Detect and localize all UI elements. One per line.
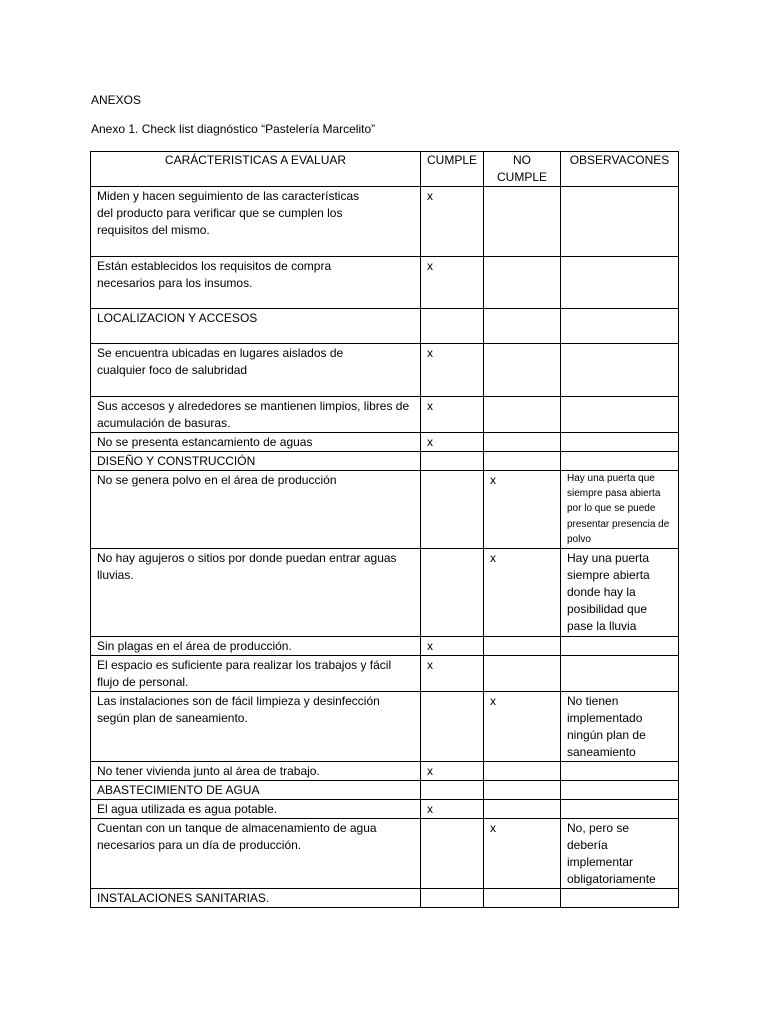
observation-cell: No, pero se debería implementar obligatoriamente bbox=[561, 819, 679, 889]
no-cumple-cell bbox=[484, 762, 561, 781]
no-cumple-cell bbox=[484, 637, 561, 656]
no-cumple-cell: x bbox=[484, 471, 561, 549]
section-row-abastecimiento-de-agua bbox=[91, 781, 679, 800]
table-row bbox=[91, 344, 679, 397]
empty-cell bbox=[484, 889, 561, 908]
cumple-cell bbox=[421, 471, 484, 549]
empty-cell bbox=[561, 889, 679, 908]
observation-cell: Hay una puerta que siempre pasa abierta por lo que se puede presentar presencia de polvo bbox=[561, 471, 679, 549]
cumple-cell bbox=[421, 549, 484, 637]
observation-cell bbox=[561, 762, 679, 781]
header-cumple: CUMPLE bbox=[421, 152, 484, 187]
characteristic-cell: Cuentan con un tanque de almacenamiento de agua necesarios para un día de producción. bbox=[91, 819, 421, 889]
characteristic-cell: No hay agujeros o sitios por donde puedan entrar aguas lluvias. bbox=[91, 549, 421, 637]
cumple-cell: x bbox=[421, 397, 484, 433]
checklist-table-body bbox=[91, 187, 679, 908]
header-row bbox=[91, 152, 679, 187]
characteristic-cell: El espacio es suficiente para realizar los trabajos y fácil flujo de personal. bbox=[91, 656, 421, 692]
empty-cell bbox=[484, 781, 561, 800]
cumple-cell bbox=[421, 819, 484, 889]
observation-cell bbox=[561, 344, 679, 397]
observation-cell bbox=[561, 637, 679, 656]
empty-cell bbox=[484, 452, 561, 471]
empty-cell bbox=[421, 889, 484, 908]
observation-cell bbox=[561, 433, 679, 452]
cumple-cell: x bbox=[421, 800, 484, 819]
observation-cell bbox=[561, 257, 679, 309]
section-row-localizacion-y-accesos bbox=[91, 309, 679, 344]
no-cumple-cell: x bbox=[484, 819, 561, 889]
characteristic-cell: Están establecidos los requisitos de compra necesarios para los insumos. bbox=[91, 257, 421, 309]
document-subheading: Anexo 1. Check list diagnóstico “Pastelería Marcelito” bbox=[91, 122, 376, 136]
characteristic-cell: Sin plagas en el área de producción. bbox=[91, 637, 421, 656]
empty-cell bbox=[421, 309, 484, 344]
cumple-cell: x bbox=[421, 656, 484, 692]
table-row bbox=[91, 433, 679, 452]
characteristic-cell: Sus accesos y alrededores se mantienen limpios, libres de acumulación de basuras. bbox=[91, 397, 421, 433]
table-row bbox=[91, 549, 679, 637]
table-row bbox=[91, 397, 679, 433]
cumple-cell: x bbox=[421, 257, 484, 309]
empty-cell bbox=[421, 452, 484, 471]
checklist-table bbox=[90, 151, 679, 908]
observation-cell bbox=[561, 397, 679, 433]
cumple-cell: x bbox=[421, 344, 484, 397]
no-cumple-cell: x bbox=[484, 549, 561, 637]
section-title: DISEÑO Y CONSTRUCCIÓN bbox=[91, 452, 421, 471]
characteristic-cell: No se presenta estancamiento de aguas bbox=[91, 433, 421, 452]
observation-cell bbox=[561, 656, 679, 692]
cumple-cell: x bbox=[421, 187, 484, 257]
section-title: ABASTECIMIENTO DE AGUA bbox=[91, 781, 421, 800]
empty-cell bbox=[561, 781, 679, 800]
observation-cell bbox=[561, 187, 679, 257]
observation-cell: Hay una puerta siempre abierta donde hay la posibilidad que pase la lluvia bbox=[561, 549, 679, 637]
characteristic-cell: Se encuentra ubicadas en lugares aislados de cualquier foco de salubridad bbox=[91, 344, 421, 397]
empty-cell bbox=[561, 309, 679, 344]
no-cumple-cell bbox=[484, 397, 561, 433]
table-row bbox=[91, 762, 679, 781]
empty-cell bbox=[561, 452, 679, 471]
observation-cell: No tienen implementado ningún plan de saneamiento bbox=[561, 692, 679, 762]
no-cumple-cell bbox=[484, 187, 561, 257]
no-cumple-cell bbox=[484, 656, 561, 692]
document-heading: ANEXOS bbox=[91, 93, 142, 107]
section-row-instalaciones-sanitarias bbox=[91, 889, 679, 908]
table-row bbox=[91, 800, 679, 819]
table-row bbox=[91, 656, 679, 692]
no-cumple-cell bbox=[484, 257, 561, 309]
table-row bbox=[91, 257, 679, 309]
characteristic-cell: No se genera polvo en el área de producción bbox=[91, 471, 421, 549]
table-row bbox=[91, 187, 679, 257]
table-row bbox=[91, 692, 679, 762]
observation-cell bbox=[561, 800, 679, 819]
table-row bbox=[91, 637, 679, 656]
characteristic-cell: Las instalaciones son de fácil limpieza y desinfección según plan de saneamiento. bbox=[91, 692, 421, 762]
header-no-cumple: NO CUMPLE bbox=[484, 152, 561, 187]
header-observaciones: OBSERVACONES bbox=[561, 152, 679, 187]
section-row-diseno-y-construccion bbox=[91, 452, 679, 471]
cumple-cell: x bbox=[421, 762, 484, 781]
section-title: LOCALIZACION Y ACCESOS bbox=[91, 309, 421, 344]
empty-cell bbox=[484, 309, 561, 344]
empty-cell bbox=[421, 781, 484, 800]
cumple-cell bbox=[421, 692, 484, 762]
header-caracteristicas: CARÁCTERISTICAS A EVALUAR bbox=[91, 152, 421, 187]
characteristic-cell: Miden y hacen seguimiento de las características del producto para verificar que se cumplen los requisitos del mismo. bbox=[91, 187, 421, 257]
characteristic-cell: No tener vivienda junto al área de trabajo. bbox=[91, 762, 421, 781]
characteristic-cell: El agua utilizada es agua potable. bbox=[91, 800, 421, 819]
no-cumple-cell: x bbox=[484, 692, 561, 762]
cumple-cell: x bbox=[421, 637, 484, 656]
no-cumple-cell bbox=[484, 344, 561, 397]
cumple-cell: x bbox=[421, 433, 484, 452]
no-cumple-cell bbox=[484, 433, 561, 452]
no-cumple-cell bbox=[484, 800, 561, 819]
table-row bbox=[91, 471, 679, 549]
table-row bbox=[91, 819, 679, 889]
checklist-table-header bbox=[91, 152, 679, 187]
section-title: INSTALACIONES SANITARIAS. bbox=[91, 889, 421, 908]
